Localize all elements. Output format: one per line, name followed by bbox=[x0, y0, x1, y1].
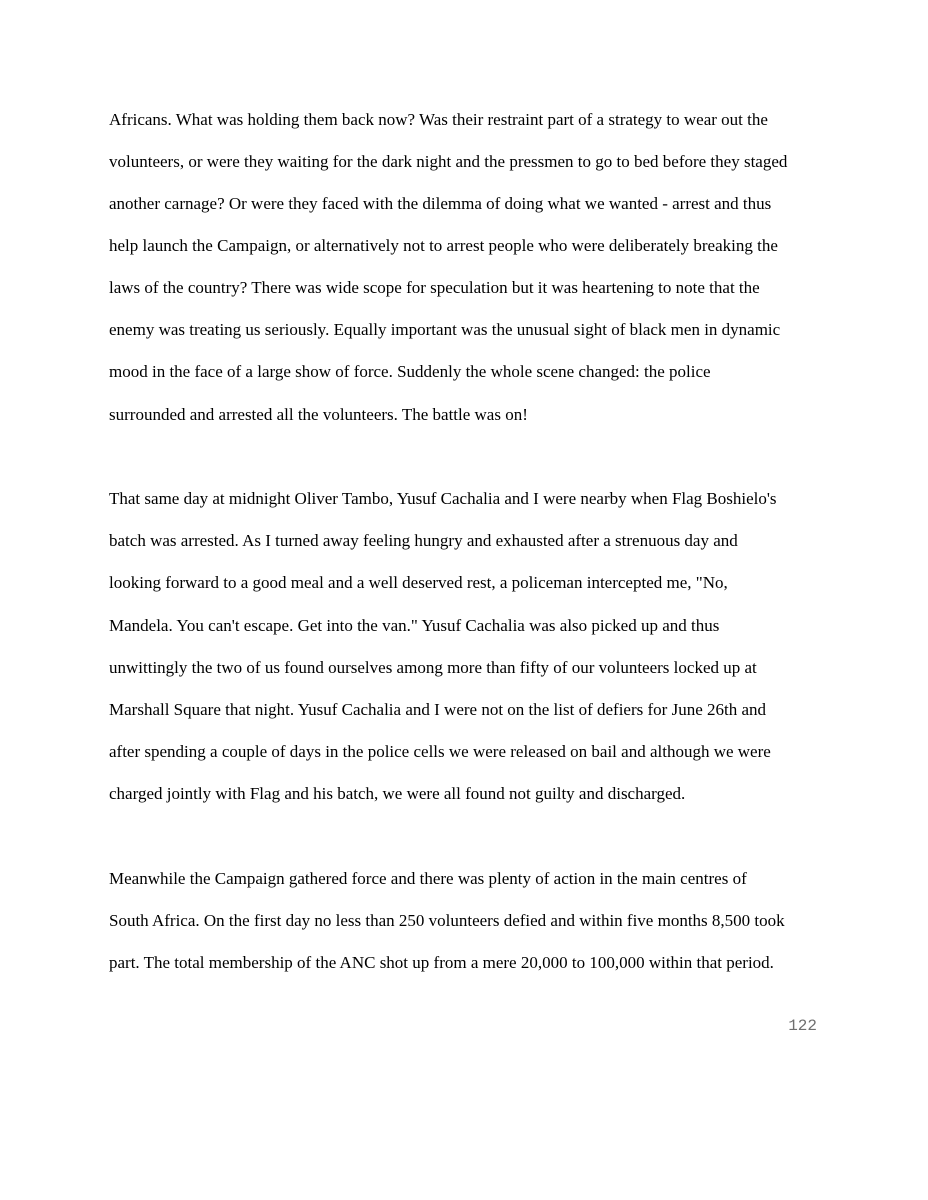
text-line: laws of the country? There was wide scope for speculation but it was heartening to note that the bbox=[109, 278, 760, 297]
text-line: Meanwhile the Campaign gathered force and there was plenty of action in the main centres of bbox=[109, 869, 747, 888]
text-line: Marshall Square that night. Yusuf Cachalia and I were not on the list of defiers for June 26th and bbox=[109, 700, 767, 719]
text-line: part. The total membership of the ANC shot up from a mere 20,000 to 100,000 within that period. bbox=[109, 953, 774, 972]
page-number: 122 bbox=[788, 1017, 817, 1035]
text-line: surrounded and arrested all the volunteers. The battle was on! bbox=[109, 405, 528, 424]
text-line: looking forward to a good meal and a well deserved rest, a policeman intercepted me, "No, bbox=[109, 573, 728, 592]
text-line: after spending a couple of days in the police cells we were released on bail and although we were bbox=[109, 742, 771, 761]
text-line: Africans. What was holding them back now? Was their restraint part of a strategy to wear out the bbox=[109, 110, 768, 129]
text-line: help launch the Campaign, or alternatively not to arrest people who were deliberately breaking the bbox=[109, 236, 778, 255]
text-line: That same day at midnight Oliver Tambo, Yusuf Cachalia and I were nearby when Flag Boshielo's bbox=[109, 489, 777, 508]
text-line: batch was arrested. As I turned away feeling hungry and exhausted after a strenuous day and bbox=[109, 531, 738, 550]
text-line: enemy was treating us seriously. Equally important was the unusual sight of black men in dynamic bbox=[109, 320, 781, 339]
text-line: South Africa. On the first day no less than 250 volunteers defied and within five months 8,500 took bbox=[109, 911, 785, 930]
text-line: mood in the face of a large show of force. Suddenly the whole scene changed: the police bbox=[109, 362, 711, 381]
text-line: Mandela. You can't escape. Get into the van." Yusuf Cachalia was also picked up and thus bbox=[109, 616, 720, 635]
text-line: charged jointly with Flag and his batch, we were all found not guilty and discharged. bbox=[109, 784, 686, 803]
text-line: unwittingly the two of us found ourselves among more than fifty of our volunteers locked up at bbox=[109, 658, 757, 677]
text-line: volunteers, or were they waiting for the dark night and the pressmen to go to bed before they staged bbox=[109, 152, 788, 171]
text-line: another carnage? Or were they faced with the dilemma of doing what we wanted - arrest and thus bbox=[109, 194, 772, 213]
